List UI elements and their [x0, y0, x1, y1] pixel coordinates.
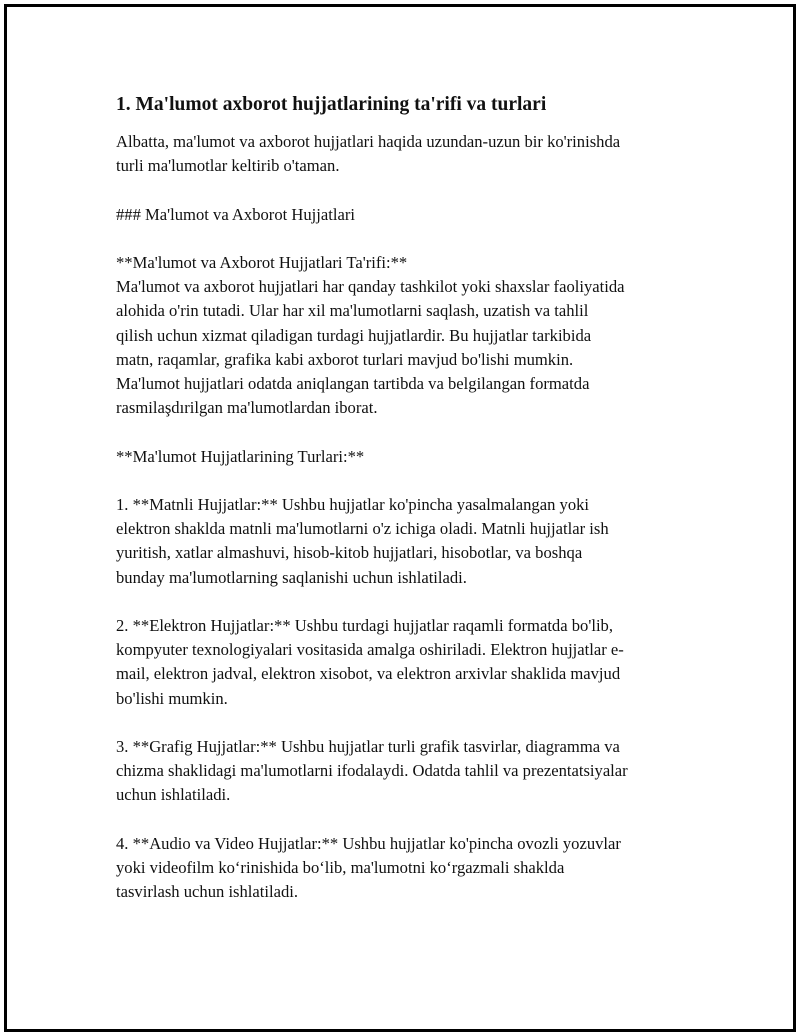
paragraph-definition	[116, 251, 696, 420]
text-line: alohida o'rin tutadi. Ular har xil ma'lumotlarni saqlash, uzatish va tahlil	[116, 301, 589, 321]
text-line: bunday ma'lumotlarning saqlanishi uchun ishlatiladi.	[116, 567, 467, 587]
paragraph-types-heading	[116, 445, 696, 469]
text-line: rasmilaşdırilgan ma'lumotlardan iborat.	[116, 398, 378, 418]
text-line: qilish uchun xizmat qiladigan turdagi hujjatlardir. Bu hujjatlar tarkibida	[116, 325, 592, 345]
text-line: 1. **Matnli Hujjatlar:** Ushbu hujjatlar ko'pincha yasalmalangan yoki	[116, 494, 590, 514]
text-line: ### Ma'lumot va Axborot Hujjatlari	[116, 204, 355, 224]
list-item-audio-video-documents	[116, 832, 696, 905]
document-body	[116, 92, 696, 929]
text-line: yuritish, xatlar almashuvi, hisob-kitob hujjatlari, hisobotlar, va boshqa	[116, 543, 583, 563]
text-line: 4. **Audio va Video Hujjatlar:** Ushbu hujjatlar ko'pincha ovozli yozuvlar	[116, 833, 621, 853]
list-item-graphic-documents	[116, 735, 696, 808]
text-line: Ma'lumot hujjatlari odatda aniqlangan tartibda va belgilangan formatda	[116, 374, 590, 393]
text-line: kompyuter texnologiyalari vositasida amalga oshiriladi. Elektron hujjatlar e-	[116, 640, 624, 660]
text-line: bo'lishi mumkin.	[116, 688, 228, 708]
paragraph-section-heading	[116, 203, 696, 227]
text-line: elektron shaklda matnli ma'lumotlarni o'z ichiga oladi. Matnli hujjatlar ish	[116, 519, 609, 539]
text-line: turli ma'lumotlar keltirib o'taman.	[116, 156, 340, 176]
list-item-electronic-documents	[116, 614, 696, 711]
paragraph-intro	[116, 130, 696, 178]
text-line: Albatta, ma'lumot va axborot hujjatlari haqida uzundan-uzun bir ko'rinishda	[116, 132, 621, 151]
document-title: 1. Ma'lumot axborot hujjatlarining ta'rifi va turlari	[116, 94, 547, 115]
text-line: 3. **Grafig Hujjatlar:** Ushbu hujjatlar turli grafik tasvirlar, diagramma va	[116, 736, 620, 756]
text-line: mail, elektron jadval, elektron xisobot, va elektron arxivlar shaklida mavjud	[116, 664, 621, 684]
text-line: matn, raqamlar, grafika kabi axborot turlari mavjud bo'lishi mumkin.	[116, 349, 574, 369]
text-line: **Ma'lumot va Axborot Hujjatlari Ta'rifi:**	[116, 252, 408, 272]
text-line: 2. **Elektron Hujjatlar:** Ushbu turdagi hujjatlar raqamli formatda bo'lib,	[116, 615, 613, 635]
text-line: uchun ishlatiladi.	[116, 785, 231, 805]
text-line: yoki videofilm ko‘rinishida bo‘lib, ma'lumotni ko‘rgazmali shaklda	[116, 857, 565, 877]
text-line: **Ma'lumot Hujjatlarining Turlari:**	[116, 446, 365, 466]
text-line: tasvirlash uchun ishlatiladi.	[116, 882, 299, 902]
text-line: chizma shaklidagi ma'lumotlarni ifodalaydi. Odatda tahlil va prezentatsiyalar	[116, 761, 628, 781]
text-line: Ma'lumot va axborot hujjatlari har qanday tashkilot yoki shaxslar faoliyatida	[116, 277, 625, 297]
list-item-text-documents	[116, 493, 696, 590]
